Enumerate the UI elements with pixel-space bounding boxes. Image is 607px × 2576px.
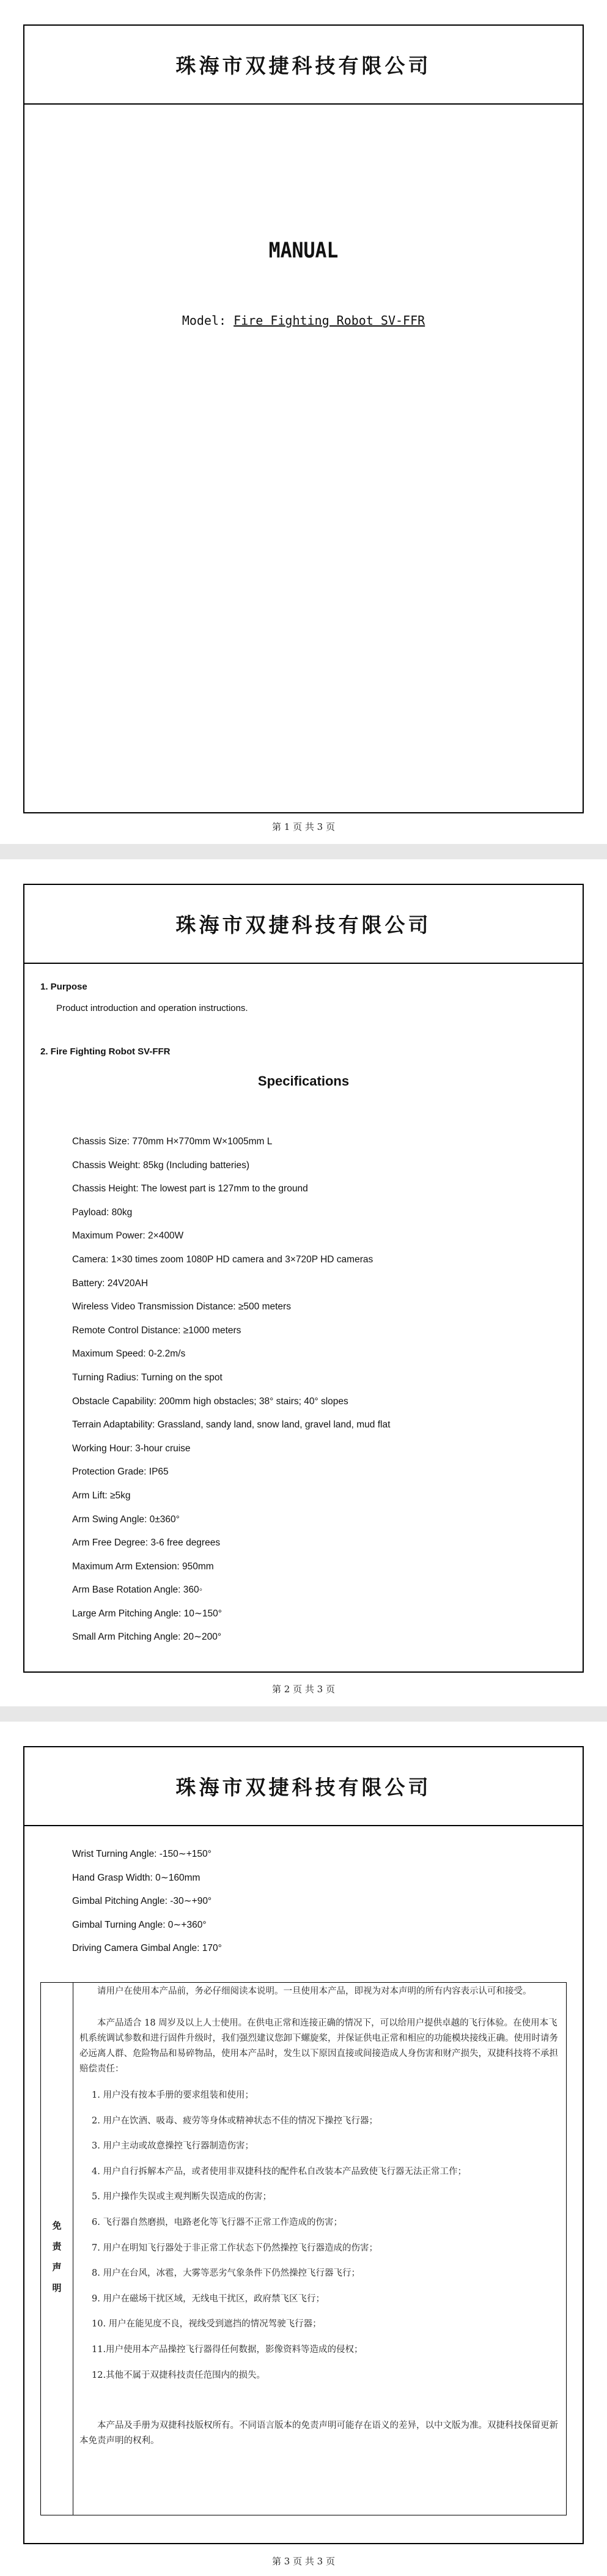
spec-item: Working Hour: 3-hour cruise — [72, 1443, 191, 1454]
spec-item: Gimbal Turning Angle: 0∼+360° — [72, 1919, 207, 1930]
spec-item: Arm Swing Angle: 0±360° — [72, 1514, 180, 1525]
page-1-frame — [23, 24, 584, 813]
spec-item: Remote Control Distance: ≥1000 meters — [72, 1325, 241, 1336]
page-1-header — [24, 26, 583, 105]
disclaimer-body — [73, 1983, 566, 2515]
spec-item: Chassis Size: 770mm H×770mm W×1005mm L — [72, 1136, 273, 1147]
page-2 — [0, 859, 607, 1706]
page-1 — [0, 0, 607, 844]
spec-item: Arm Free Degree: 3-6 free degrees — [72, 1538, 221, 1549]
disclaimer-label-char: 明 — [52, 2282, 62, 2293]
spec-item: Arm Lift: ≥5kg — [72, 1490, 131, 1501]
spec-item: Camera: 1×30 times zoom 1080P HD camera and 3×720P HD cameras — [72, 1254, 373, 1265]
page-number: 第 3 页 共 3 页 — [272, 2556, 335, 2567]
disclaimer-label — [41, 1983, 73, 2515]
page-2-header — [24, 885, 583, 964]
disclaimer-box — [40, 1982, 567, 2515]
disclaimer-item: 7. 用户在明知飞行器处于非正常工作状态下仍然操控飞行器造成的伤害； — [92, 2243, 378, 2253]
spec-item: Small Arm Pitching Angle: 20∼200° — [72, 1632, 222, 1643]
disclaimer-label-char: 免 — [52, 2220, 62, 2231]
company-name: 珠海市双捷科技有限公司 — [175, 913, 432, 937]
disclaimer-item: 9. 用户在磁场干扰区域，无线电干扰区，政府禁飞区飞行； — [92, 2293, 325, 2304]
spec-item: Maximum Speed: 0-2.2m/s — [72, 1349, 186, 1360]
model-value: Fire Fighting Robot SV-FFR — [234, 313, 425, 328]
spec-item: Large Arm Pitching Angle: 10∼150° — [72, 1608, 222, 1619]
spec-list — [72, 1848, 222, 1966]
spec-item: Battery: 24V20AH — [72, 1278, 149, 1289]
disclaimer-item: 4. 用户自行拆解本产品，或者使用非双捷科技的配件私自改装本产品致使飞行器无法正常工作； — [92, 2166, 466, 2177]
spec-item: Hand Grasp Width: 0∼160mm — [72, 1872, 200, 1883]
spec-item: Driving Camera Gimbal Angle: 170° — [72, 1943, 222, 1954]
spec-item: Terrain Adaptability: Grassland, sandy land, snow land, gravel land, mud flat — [72, 1419, 391, 1430]
disclaimer-item: 1. 用户没有按本手册的要求组装和使用； — [92, 2090, 254, 2100]
manual-title: MANUAL — [268, 239, 339, 263]
spec-item: Protection Grade: IP65 — [72, 1467, 169, 1478]
robot-heading: 2. Fire Fighting Robot SV-FFR — [40, 1046, 171, 1057]
purpose-heading: 1. Purpose — [40, 982, 87, 992]
spec-item: Arm Base Rotation Angle: 360◦ — [72, 1585, 203, 1596]
model-label: Model: — [182, 313, 234, 328]
disclaimer-intro-1: 请用户在使用本产品前，务必仔细阅读本说明。一旦使用本产品，即视为对本声明的所有内容表示认可和接受。 — [97, 1986, 532, 1996]
spec-item: Chassis Weight: 85kg (Including batteries) — [72, 1160, 250, 1171]
company-name: 珠海市双捷科技有限公司 — [175, 54, 432, 78]
disclaimer-item: 12.其他不属于双捷科技责任范围内的损失。 — [92, 2370, 266, 2380]
spec-item: Maximum Arm Extension: 950mm — [72, 1561, 214, 1572]
disclaimer-label-char: 声 — [52, 2262, 62, 2273]
spec-list — [72, 1136, 390, 1655]
page-number: 第 1 页 共 3 页 — [272, 821, 335, 832]
page-3-frame — [23, 1746, 584, 2544]
page-3-header — [24, 1747, 583, 1826]
spec-item: Turning Radius: Turning on the spot — [72, 1372, 223, 1383]
page-3 — [0, 1722, 607, 2576]
specs-title: Specifications — [257, 1073, 350, 1089]
model-line — [24, 313, 583, 328]
disclaimer-items — [92, 2089, 560, 2394]
disclaimer-item: 3. 用户主动或故意操控飞行器制造伤害； — [92, 2141, 254, 2152]
spec-item: Chassis Height: The lowest part is 127mm to the ground — [72, 1183, 308, 1194]
disclaimer-item: 8. 用户在台风，冰雹，大雾等恶劣气象条件下仍然操控飞行器飞行； — [92, 2268, 360, 2279]
disclaimer-closing: 本产品及手册为双捷科技版权所有。不同语言版本的免责声明可能存在语义的差异，以中文版为准。双捷科技保留更新本免责声明的权利。 — [79, 2421, 558, 2446]
spec-item: Wrist Turning Angle: -150∼+150° — [72, 1849, 212, 1859]
disclaimer-item: 6. 飞行器自然磨损，电路老化等飞行器不正常工作造成的伤害； — [92, 2217, 342, 2227]
disclaimer-item: 11.用户使用本产品操控飞行器得任何数据，影像资料等造成的侵权； — [92, 2344, 363, 2355]
spec-item: Obstacle Capability: 200mm high obstacles; 38° stairs; 40° slopes — [72, 1396, 348, 1407]
spec-item: Gimbal Pitching Angle: -30∼+90° — [72, 1896, 212, 1907]
company-name: 珠海市双捷科技有限公司 — [175, 1775, 432, 1799]
disclaimer-intro-2: 本产品适合 18 周岁及以上人士使用。在供电正常和连接正确的情况下，可以给用户提供卓越的飞行体验。在使用本飞机系统调试参数和进行固件升级时，我们强烈建议您卸下螺旋桨，并保证供电正常和相应的功能模块接线正确。使用时请务必远离人群、危险物品和易碎物品，使用本产品时，发生以下原因直接或间接造成人身伤害和财产损失，双捷科技将不承担赔偿责任： — [79, 2018, 558, 2074]
spec-item: Maximum Power: 2×400W — [72, 1231, 184, 1242]
disclaimer-label-char: 责 — [52, 2241, 62, 2252]
spec-item: Wireless Video Transmission Distance: ≥500 meters — [72, 1301, 291, 1312]
disclaimer-item: 5. 用户操作失误或主观判断失误造成的伤害； — [92, 2192, 271, 2202]
disclaimer-item: 10. 用户在能见度不良，视线受到遮挡的情况驾驶飞行器； — [92, 2319, 322, 2330]
purpose-text: Product introduction and operation instructions. — [56, 1003, 248, 1013]
disclaimer-item: 2. 用户在饮酒、吸毒、疲劳等身体或精神状态不佳的情况下操控飞行器； — [92, 2115, 378, 2126]
spec-item: Payload: 80kg — [72, 1207, 133, 1218]
page-2-frame — [23, 884, 584, 1673]
page-number: 第 2 页 共 3 页 — [272, 1684, 335, 1695]
